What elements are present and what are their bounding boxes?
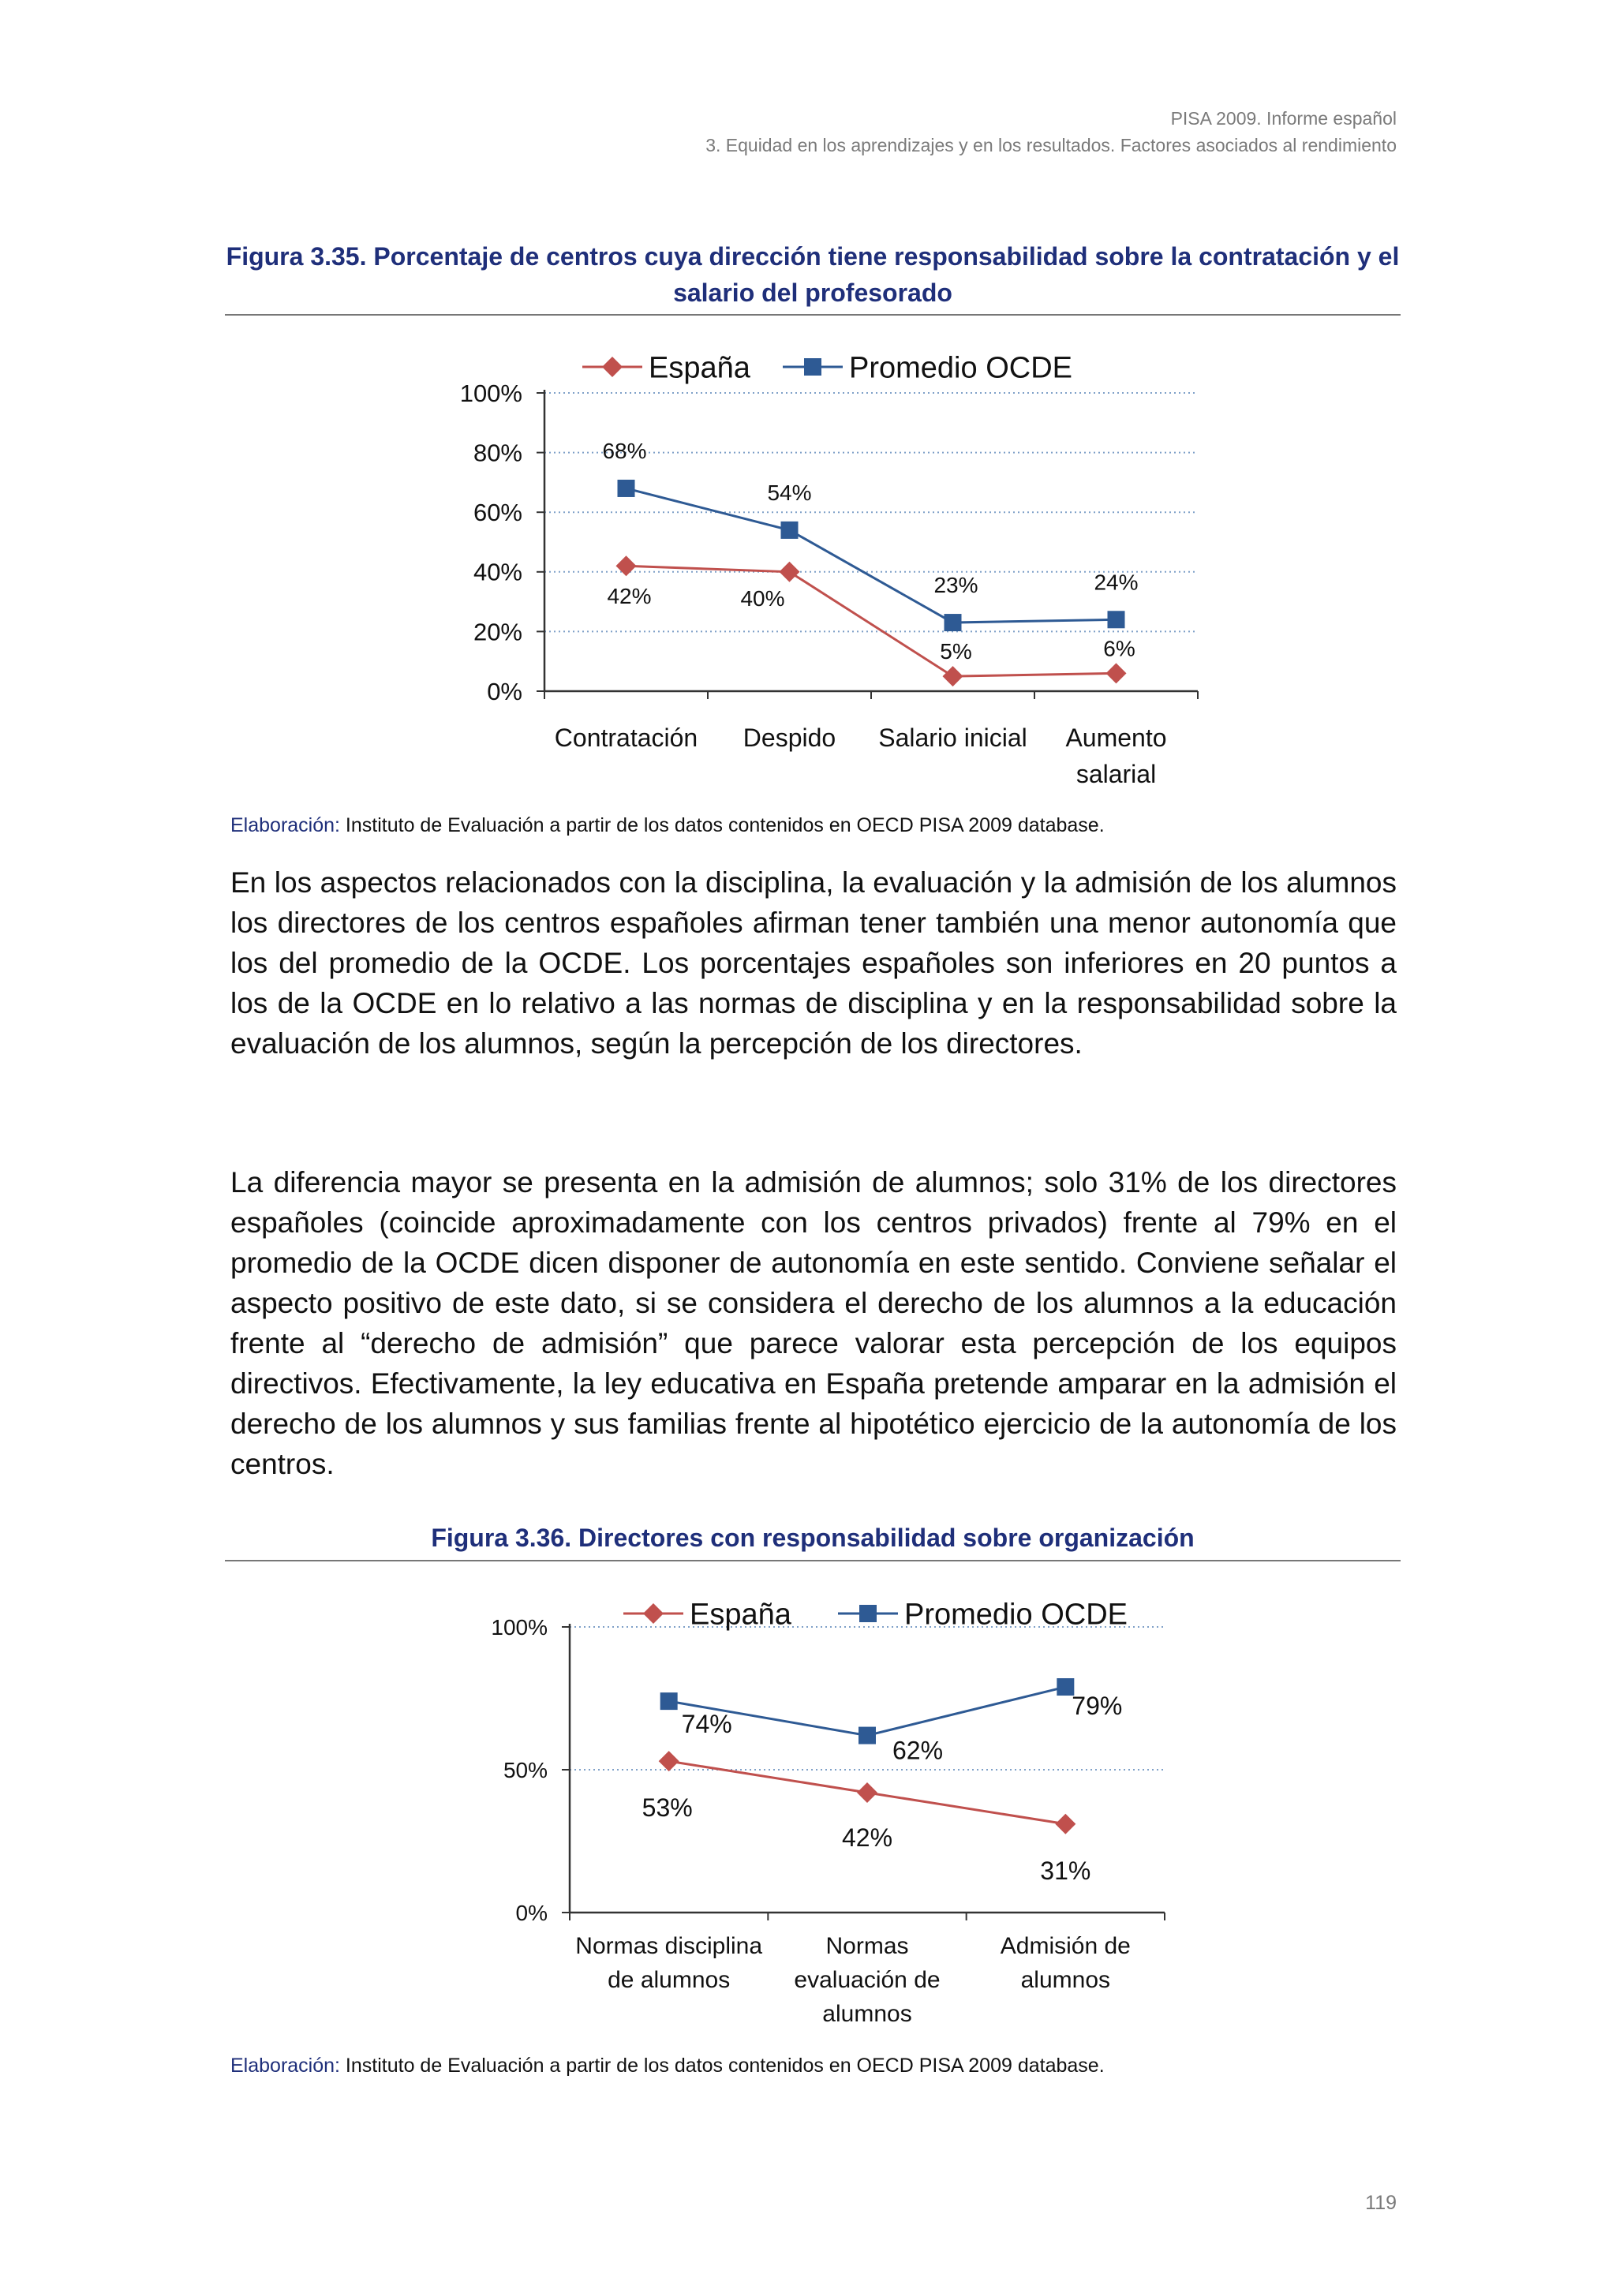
data-label: 79% xyxy=(1072,1692,1123,1721)
legend-label: Promedio OCDE xyxy=(904,1598,1128,1632)
legend-label: España xyxy=(690,1598,791,1632)
point-ocde xyxy=(858,1727,876,1744)
y-tick-label: 20% xyxy=(473,618,522,646)
figure-1-title: Figura 3.35. Porcentaje de centros cuya dirección tiene responsabilidad sobre la contratación y el salario del profesorado xyxy=(226,242,1400,307)
paragraph-1: En los aspectos relacionados con la disciplina, la evaluación y la admisión de los alumnos los directores de los centros españoles afirman tener también una menor autonomía que los del promedio de la OCDE. Los porcentajes españoles son inferiores en 20 puntos a los de la OCDE en lo relativo a las normas de disciplina y en la responsabilidad sobre la evaluación de los alumnos, según la percepción de los directores. xyxy=(230,866,1397,1060)
x-tick-label: salarial xyxy=(1075,760,1157,788)
data-label: 42% xyxy=(841,1823,893,1852)
x-tick-label: evaluación de xyxy=(794,1967,941,1993)
page-number: 119 xyxy=(1365,2192,1397,2214)
data-label: 53% xyxy=(642,1793,693,1823)
x-tick-label: Despido xyxy=(743,724,836,752)
x-tick-label: Salario inicial xyxy=(878,724,1027,752)
x-tick-label: Contratación xyxy=(554,724,698,752)
x-tick-label: Admisión de xyxy=(1000,1933,1131,1959)
data-label: 24% xyxy=(1094,570,1139,595)
running-header-title: PISA 2009. Informe español xyxy=(1170,108,1397,129)
figure-2-title: Figura 3.36. Directores con responsabilidad sobre organización xyxy=(431,1524,1195,1552)
y-tick-label: 0% xyxy=(515,1900,548,1925)
point-espana xyxy=(659,1751,679,1771)
x-tick-label: Normas disciplina xyxy=(575,1933,763,1959)
legend-marker xyxy=(643,1603,664,1624)
data-label: 62% xyxy=(892,1736,944,1765)
point-espana xyxy=(1055,1814,1075,1834)
y-tick-label: 80% xyxy=(473,439,522,467)
y-tick-label: 50% xyxy=(503,1757,548,1782)
data-label: 54% xyxy=(767,480,812,505)
x-tick-label: Normas xyxy=(825,1933,909,1959)
data-label: 31% xyxy=(1040,1856,1091,1885)
y-tick-label: 100% xyxy=(459,379,522,407)
data-label: 42% xyxy=(607,584,652,609)
data-label: 5% xyxy=(940,639,972,664)
x-tick-label: de alumnos xyxy=(608,1967,731,1993)
x-tick-label: Aumento xyxy=(1065,724,1167,752)
x-tick-label: alumnos xyxy=(1020,1967,1111,1993)
figure-1-source-text: Instituto de Evaluación a partir de los datos contenidos en OECD PISA 2009 database. xyxy=(339,814,1105,836)
figure-2-source-label: Elaboración: xyxy=(230,2055,340,2077)
x-tick-label: alumnos xyxy=(822,2001,912,2027)
data-label: 40% xyxy=(740,585,785,611)
legend-label: España xyxy=(649,351,750,385)
figure-2-source-text: Instituto de Evaluación a partir de los datos contenidos en OECD PISA 2009 database. xyxy=(339,2055,1105,2077)
point-espana xyxy=(857,1782,877,1803)
figure-1-source-label: Elaboración: xyxy=(230,814,340,836)
y-tick-label: 100% xyxy=(491,1614,548,1640)
data-label: 68% xyxy=(602,438,647,463)
point-ocde xyxy=(660,1692,678,1710)
legend-marker xyxy=(859,1605,877,1622)
data-label: 74% xyxy=(681,1710,732,1739)
y-tick-label: 60% xyxy=(473,499,522,527)
data-label: 6% xyxy=(1103,636,1135,661)
data-label: 23% xyxy=(933,573,978,598)
figure-2-source xyxy=(230,2055,1105,2077)
running-header-chapter: 3. Equidad en los aprendizajes y en los resultados. Factores asociados al rendimiento xyxy=(705,135,1397,155)
y-tick-label: 0% xyxy=(487,677,522,705)
legend-label: Promedio OCDE xyxy=(849,351,1072,385)
y-tick-label: 40% xyxy=(473,558,522,586)
paragraph-2: La diferencia mayor se presenta en la admisión de alumnos; solo 31% de los directores españoles (coincide aproximadamente con los centros privados) frente al 79% en el promedio de la OCDE dicen disponer de autonomía en este sentido. Conviene señalar el aspecto positivo de este dato, si se considera el derecho de los alumnos a la educación frente al “derecho de admisión” que parece valorar esta percepción de los equipos directivos. Efectivamente, la ley educativa en España pretende amparar en la admisión el derecho de los alumnos y sus familias frente al hipotético ejercicio de la autonomía de los centros. xyxy=(230,1166,1397,1480)
